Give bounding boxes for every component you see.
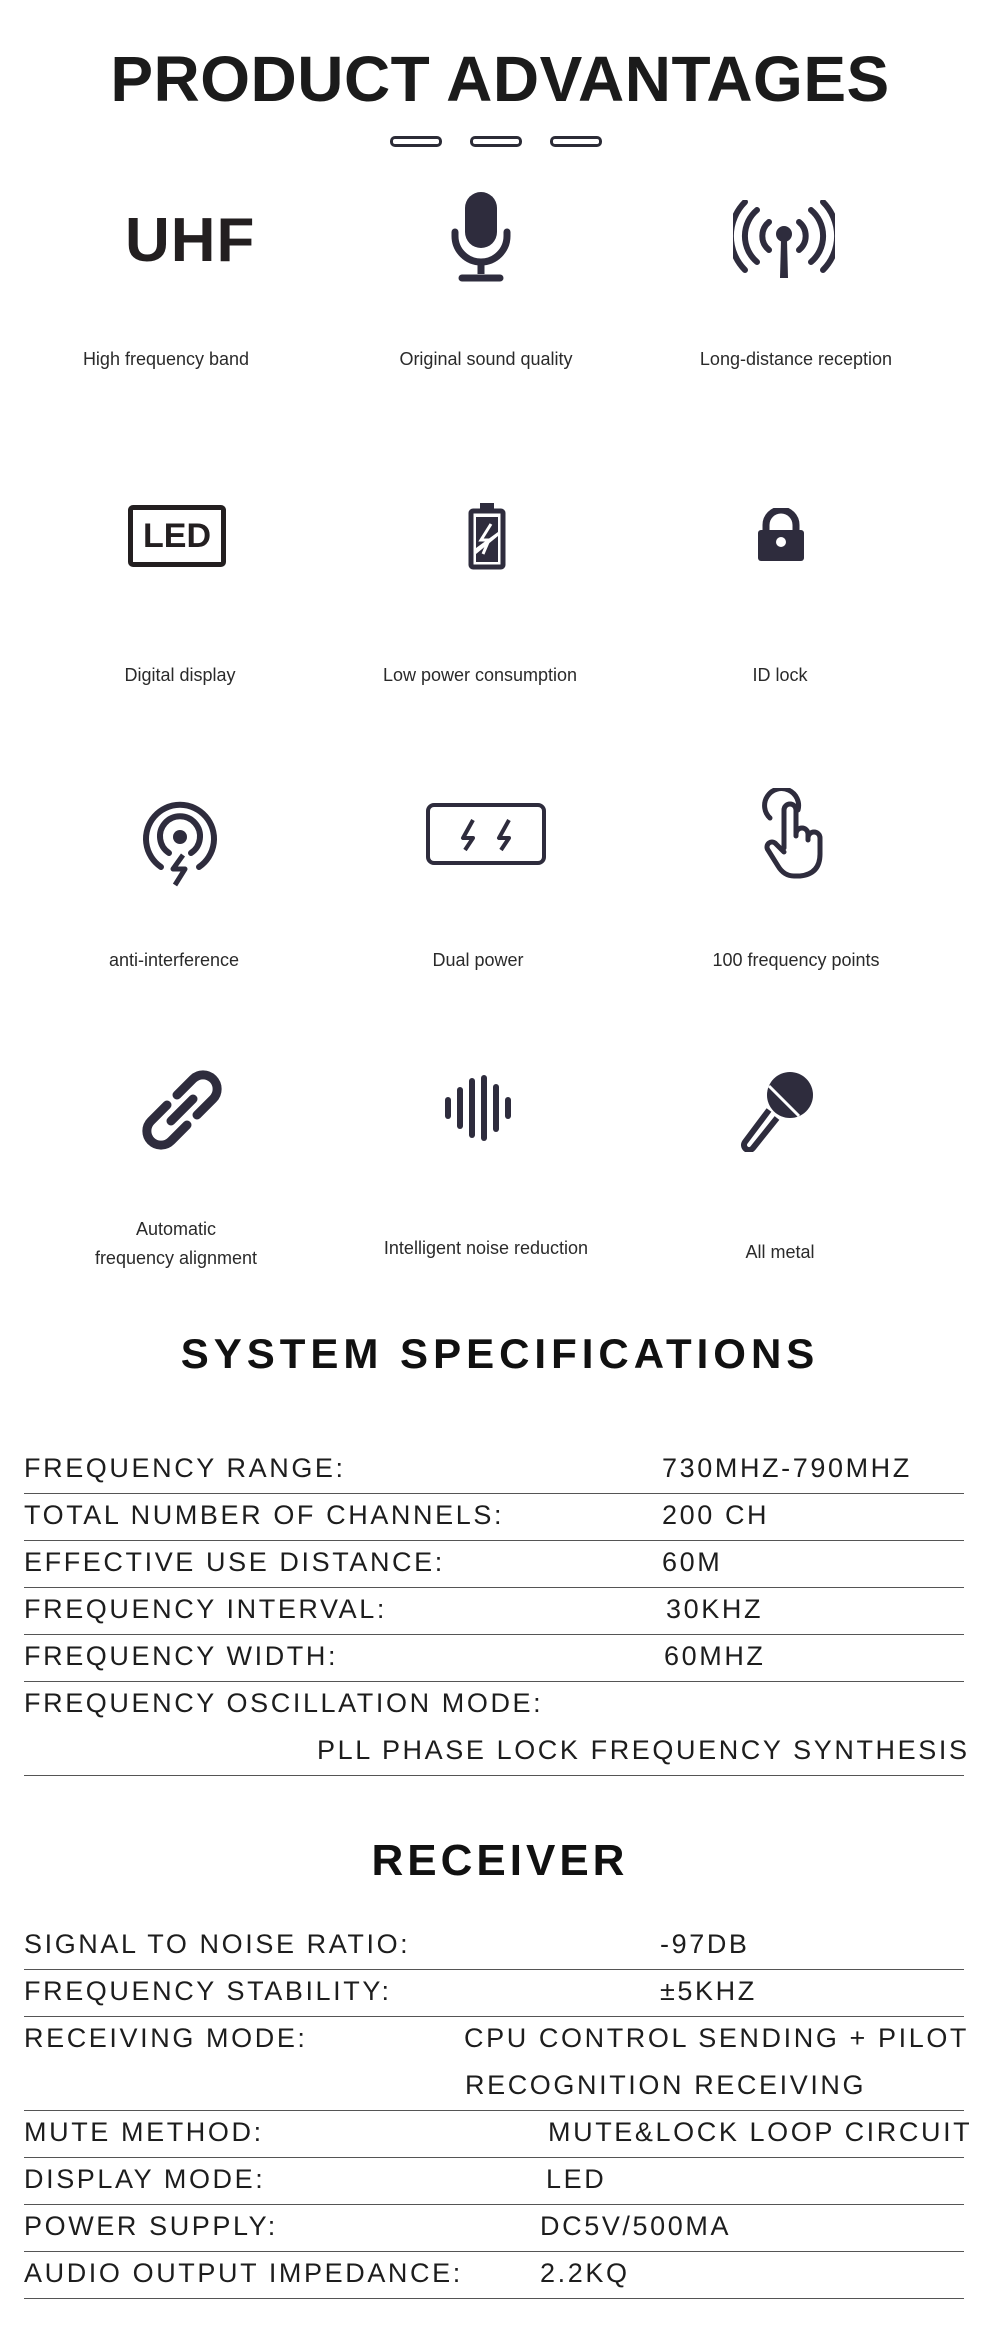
spec-row [24, 2204, 964, 2252]
spec-row [24, 2251, 964, 2299]
hand-tap-icon [760, 788, 826, 880]
spec-value: DC5V/500MA [540, 2211, 732, 2241]
spec-label: EFFECTIVE USE DISTANCE: [24, 1547, 445, 1577]
spec-row [24, 2063, 964, 2111]
spec-value: ±5KHZ [660, 1976, 757, 2006]
spec-row [24, 1446, 964, 1494]
title-divider-dash [470, 136, 522, 147]
antenna-signal-icon [733, 200, 835, 282]
spec-row [24, 1728, 970, 1776]
lock-icon [756, 508, 806, 562]
feature-label: Low power consumption [382, 665, 578, 685]
feature-label: Automatic frequency alignment [94, 1219, 258, 1268]
anti-interference-icon [139, 797, 221, 887]
spec-row [24, 1922, 964, 1970]
system-specifications-title: SYSTEM SPECIFICATIONS [180, 1330, 820, 1377]
spec-value: RECOGNITION RECEIVING [465, 2070, 867, 2100]
spec-row [24, 1634, 964, 1682]
spec-row [24, 1587, 964, 1635]
spec-row [24, 1681, 964, 1728]
uhf-icon: UHF [125, 206, 256, 275]
spec-value: -97DB [660, 1929, 750, 1959]
battery-charging-icon [467, 502, 507, 570]
feature-label: Digital display [124, 665, 236, 685]
spec-value: 30KHZ [666, 1594, 764, 1624]
feature-label: All metal [745, 1242, 815, 1262]
spec-value: 60M [662, 1547, 723, 1577]
spec-row [24, 1540, 964, 1588]
spec-label: FREQUENCY OSCILLATION MODE: [24, 1688, 544, 1718]
feature-label: ID lock [752, 665, 808, 685]
feature-label: High frequency band [82, 349, 250, 369]
spec-value: PLL PHASE LOCK FREQUENCY SYNTHESIS [317, 1735, 970, 1765]
spec-label: FREQUENCY STABILITY: [24, 1976, 392, 2006]
spec-label: FREQUENCY INTERVAL: [24, 1594, 387, 1624]
spec-value: LED [546, 2164, 607, 2194]
spec-label: RECEIVING MODE: [24, 2023, 308, 2053]
spec-label: FREQUENCY RANGE: [24, 1453, 346, 1483]
spec-row [24, 2110, 973, 2158]
sound-wave-icon [443, 1075, 517, 1141]
feature-label: Intelligent noise reduction [383, 1238, 589, 1258]
feature-label: Original sound quality [399, 349, 573, 369]
spec-row [24, 1969, 964, 2017]
title-divider-dash [390, 136, 442, 147]
feature-label: Long-distance reception [699, 349, 893, 369]
karaoke-mic-icon [735, 1068, 817, 1152]
receiver-title: RECEIVER [371, 1836, 629, 1885]
microphone-icon [448, 190, 514, 286]
page-title: PRODUCT ADVANTAGES [110, 43, 890, 115]
led-display-icon: LED [128, 505, 226, 567]
spec-label: MUTE METHOD: [24, 2117, 264, 2147]
spec-value: 730MHZ-790MHZ [662, 1453, 912, 1483]
spec-value: 2.2KQ [540, 2258, 630, 2288]
spec-value: 200 CH [662, 1500, 770, 1530]
spec-label: SIGNAL TO NOISE RATIO: [24, 1929, 411, 1959]
spec-row [24, 2016, 970, 2063]
spec-value: MUTE&LOCK LOOP CIRCUIT [548, 2117, 973, 2147]
spec-label: POWER SUPPLY: [24, 2211, 278, 2241]
link-icon [137, 1065, 227, 1155]
spec-label: TOTAL NUMBER OF CHANNELS: [24, 1500, 505, 1530]
spec-label: FREQUENCY WIDTH: [24, 1641, 339, 1671]
dual-power-icon [425, 802, 547, 866]
spec-value: 60MHZ [664, 1641, 766, 1671]
spec-row [24, 1493, 964, 1541]
spec-label: AUDIO OUTPUT IMPEDANCE: [24, 2258, 463, 2288]
feature-label: Dual power [432, 950, 524, 970]
feature-label: anti-interference [108, 950, 240, 970]
title-divider-dash [550, 136, 602, 147]
spec-label: DISPLAY MODE: [24, 2164, 266, 2194]
spec-value: CPU CONTROL SENDING + PILOT [464, 2023, 970, 2053]
feature-label: 100 frequency points [712, 950, 880, 970]
spec-row [24, 2157, 964, 2205]
